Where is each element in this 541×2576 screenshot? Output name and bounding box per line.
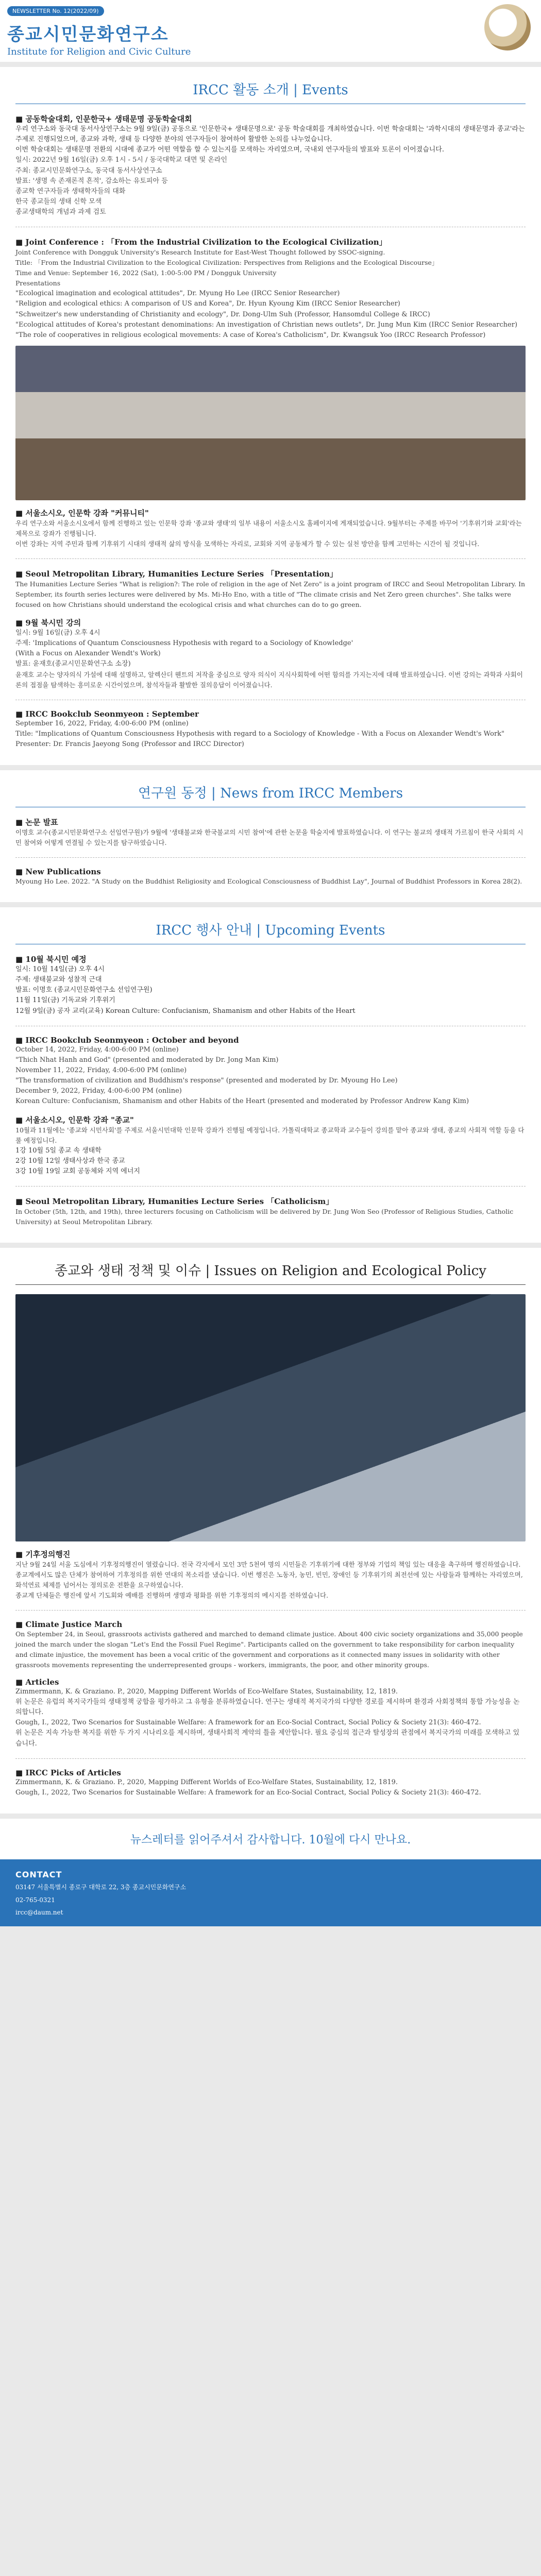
list-item: 일시: 10월 14일(금) 오후 4시	[15, 965, 105, 973]
event2-paragraph-1: 우리 연구소와 서울소시오에서 함께 진행하고 있는 인문학 강좌 '종교와 생태'의 일부 내용이 서울소시오 홈페이지에 게재되었습니다. 9월부터는 주제를 바꾸어 '기후위기와 교회'라는 제목으로 강좌가 진행됩니다.	[15, 519, 522, 537]
event2-paragraph-2: 이번 강좌는 지역 주민과 함께 기후위기 시대의 생태적 삶의 방식을 모색하는 자리로, 교회와 지역 공동체가 할 수 있는 실천 방안을 함께 고민하는 시간이 될 것입니다.	[15, 539, 480, 548]
list-item: 3강 10월 19일 교회 공동체와 지역 에너지	[15, 1167, 140, 1175]
upcoming1-heading: ■ 10월 북시민 예정	[15, 954, 87, 964]
conference-photo	[15, 346, 526, 500]
divider	[15, 1758, 526, 1759]
list-item: 주최: 종교시민문화연구소, 동국대 동서사상연구소	[15, 166, 162, 175]
list-item: Gough, I., 2022, Two Scenarios for Sustainable Welfare: A framework for an Eco-Social Contract, Social Policy & Society 21(3): 460-472.	[15, 1788, 481, 1797]
event1-paragraph-1: 우리 연구소와 동국대 동서사상연구소는 9월 9일(금) 공동으로 '인문한국+ 생태문명으로' 공동 학술대회를 개최하였습니다. 이번 학술대회는 '과학시대의 생태문명과 종교'라는 주제로 진행되었으며, 종교와 과학, 생태 등 다양한 분야의 연구자들이 참여하여 활발한 논의를 나누었습니다.	[15, 125, 525, 144]
event2-en-heading: ■ Seoul Metropolitan Library, Humanities Lecture Series 「Presentation」	[15, 569, 338, 579]
news2-heading: ■ New Publications	[15, 867, 101, 876]
issues4-heading: ■ IRCC Picks of Articles	[15, 1768, 121, 1777]
events-title: IRCC 활동 소개 | Events	[15, 79, 526, 104]
event1-list	[15, 155, 526, 217]
divider	[15, 558, 526, 559]
news-title: 연구원 동정 | News from IRCC Members	[15, 783, 526, 807]
issues-title: 종교와 생태 정책 및 이슈 | Issues on Religion and Ecological Policy	[15, 1260, 526, 1285]
event1-heading: ■ 공동학술대회, 인문한국+ 생태문명 공동학술대회	[15, 114, 192, 124]
list-item: Gough, I., 2022, Two Scenarios for Sustainable Welfare: A framework for an Eco-Social Contract, Social Policy & Society 21(3): 460-472.	[15, 1719, 481, 1727]
issues2-paragraph: On September 24, in Seoul, grassroots activists gathered and marched to demand climate justice. About 400 civic society organizations and 35,000 people joined the march under the slogan "Let's End the Fossil Fuel Regime". Participants called on the government to take responsibility for carbon inequality and climate injustice, the movement has been a vocal critic of the government and corporations as it connected many issues in solidarity with other grassroots movements representing the underrepresented groups - workers, immigrants, the poor, and other minority groups.	[15, 1630, 523, 1669]
event3-list	[15, 628, 526, 670]
upcoming4-heading: ■ Seoul Metropolitan Library, Humanities Lecture Series 「Catholicism」	[15, 1196, 334, 1206]
contact-email[interactable]: ircc@daum.net	[15, 1909, 63, 1917]
list-item: 종교학 연구자들과 생태학자들의 대화	[15, 187, 126, 195]
list-item: Zimmermann, K. & Graziano. P., 2020, Mapping Different Worlds of Eco-Welfare States, Sustainability, 12, 1819.	[15, 1778, 398, 1786]
list-item: (With a Focus on Alexander Wendt's Work)	[15, 650, 161, 658]
list-item: "Ecological attitudes of Korea's protestant denominations: An investigation of Christian news outlets", Dr. Jung Mun Kim (IRCC Senior Researcher)	[15, 320, 518, 329]
list-item: September 16, 2022, Friday, 4:00-6:00 PM (online)	[15, 719, 189, 727]
contact-title: CONTACT	[15, 1870, 62, 1880]
event1-en-presentations-label: Presentations	[15, 279, 61, 287]
news-section	[0, 770, 541, 902]
list-item: "The transformation of civilization and Buddhism's response" (presented and moderated by Dr. Myoung Ho Lee)	[15, 1077, 398, 1085]
list-item: 12월 9일(금) 공자 교리(교육) Korean Culture: Confucianism, Shamanism and other Habits of the Heart	[15, 1007, 356, 1015]
institute-subtitle: Institute for Religion and Civic Culture	[7, 46, 191, 57]
event1-en-list	[15, 289, 526, 341]
issues3-heading: ■ Articles	[15, 1677, 59, 1687]
list-item: November 11, 2022, Friday, 4:00-6:00 PM (online)	[15, 1066, 187, 1074]
list-item: Title: "Implications of Quantum Consciousness Hypothesis with regard to a Sociology of Knowledge - With a Focus on Alexander Wendt's Work"	[15, 730, 505, 738]
list-item: 발표: '생명 속 존재론적 흔적', 감소하는 유토피아 등	[15, 177, 168, 185]
institute-logo-icon	[484, 4, 531, 50]
list-item: 발표: 윤재호(종교시민문화연구소 소장)	[15, 660, 131, 668]
upcoming4-paragraph: In October (5th, 12th, and 19th), three lecturers focusing on Catholicism will be delivered by Dr. Jung Won Seo (Professor of Religious Studies, Catholic University) at Seoul Metropolitan Library.	[15, 1207, 514, 1226]
list-item: 일시: 9월 16일(금) 오후 4시	[15, 629, 100, 637]
list-item: December 9, 2022, Friday, 4:00-6:00 PM (online)	[15, 1087, 182, 1095]
issues1-heading: ■ 기후정의행진	[15, 1549, 71, 1559]
divider	[15, 857, 526, 858]
news1-paragraph: 이명호 교수(종교시민문화연구소 선임연구원)가 9월에 '생태불교와 한국불교의 시민 참여'에 관한 논문을 학술지에 발표하였습니다. 이 연구는 불교의 생태적 가르침이 한국 사회의 시민 참여와 어떻게 연결될 수 있는지를 탐구하였습니다.	[15, 828, 523, 846]
list-item: "The role of cooperatives in religious ecological movements: A case of Korea's Catholicism", Dr. Kwangsuk Yoo (IRCC Research Professor)	[15, 331, 486, 339]
list-item: "Thich Nhat Hanh and God" (presented and moderated by Dr. Jong Man Kim)	[15, 1056, 279, 1064]
upcoming1-list	[15, 964, 526, 1016]
issues1-paragraph: 지난 9월 24일 서울 도심에서 기후정의행진이 열렸습니다. 전국 각지에서 모인 3만 5천여 명의 시민들은 기후위기에 대한 정부와 기업의 책임 있는 대응을 촉구하며 행진하였습니다. 종교계에서도 많은 단체가 참여하여 기후정의를 위한 연대의 목소리를 냈습니다. 이번 행진은 노동자, 농민, 빈민, 장애인 등 기후위기의 최전선에 있는 사람들과 함께하는 자리였으며, 화석연료 체제를 넘어서는 정의로운 전환을 요구하였습니다.	[15, 1560, 523, 1589]
thanks-footer	[0, 1819, 541, 1859]
upcoming-section	[0, 907, 541, 1243]
list-item: 주제: 'Implications of Quantum Consciousness Hypothesis with regard to a Sociology of Knowledge'	[15, 639, 353, 648]
events-section	[0, 67, 541, 765]
issues3-list	[15, 1687, 526, 1749]
issues1-paragraph-2: 종교계 단체들은 행진에 앞서 기도회와 예배를 진행하며 생명과 평화를 위한 기후정의의 메시지를 전하였습니다.	[15, 1591, 329, 1599]
upcoming3-paragraph: 10월과 11월에는 '종교와 시민사회'를 주제로 서울시민대학 인문학 강좌가 진행될 예정입니다. 가톨릭대학교 종교학과 교수들이 강의를 맡아 종교와 생태, 종교의 사회적 역할 등을 다룰 예정입니다.	[15, 1126, 525, 1144]
event1-en-heading: ■ Joint Conference : 「From the Industrial Civilization to the Ecological Civilization」	[15, 238, 387, 247]
list-item: October 14, 2022, Friday, 4:00-6:00 PM (online)	[15, 1045, 179, 1054]
divider	[15, 1610, 526, 1611]
list-item: 1강 10월 5일 종교 속 생태학	[15, 1146, 102, 1155]
news1-heading: ■ 논문 발표	[15, 817, 58, 827]
event3-en-heading: ■ IRCC Bookclub Seonmyeon : September	[15, 709, 199, 719]
upcoming3-list	[15, 1146, 526, 1177]
divider	[15, 1186, 526, 1187]
news2-paragraph: Myoung Ho Lee. 2022. "A Study on the Buddhist Religiosity and Ecological Consciousness of Buddhist Lay", Journal of Buddhist Professors in Korea 28(2).	[15, 877, 522, 885]
upcoming-title: IRCC 행사 안내 | Upcoming Events	[15, 920, 526, 944]
list-item: 위 논문은 지속 가능한 복지를 위한 두 가지 시나리오를 제시하며, 생태사회적 계약의 틀을 제안합니다. 필요 중심의 접근과 탈성장의 관점에서 복지국가의 미래를 모색하고 있습니다.	[15, 1729, 520, 1748]
newsletter-header	[0, 0, 541, 62]
upcoming2-heading: ■ IRCC Bookclub Seonmyeon : October and beyond	[15, 1035, 239, 1045]
upcoming2-list	[15, 1045, 526, 1107]
list-item: 11월 11일(금) 기독교와 기후위기	[15, 996, 115, 1005]
upcoming3-heading: ■ 서울소시오, 인문학 강좌 "종교"	[15, 1115, 134, 1125]
event3-en-list	[15, 719, 526, 750]
list-item: Zimmermann, K. & Graziano. P., 2020, Mapping Different Worlds of Eco-Welfare States, Sustainability, 12, 1819.	[15, 1687, 398, 1696]
list-item: "Schweitzer's new understanding of Christianity and ecology", Dr. Dong-Ulm Suh (Professor, Hansomdul College & IRCC)	[15, 310, 430, 318]
list-item: "Religion and ecological ethics: A comparison of US and Korea", Dr. Hyun Kyoung Kim (IRCC Senior Researcher)	[15, 300, 400, 308]
climate-march-photo	[15, 1294, 526, 1541]
issues-section	[0, 1248, 541, 1814]
newsletter-number: NEWSLETTER No. 12(2022/09)	[7, 6, 104, 16]
list-item: 주제: 생태불교와 성찰적 근대	[15, 976, 102, 984]
event1-paragraph-2: 이번 학술대회는 생태문명 전환의 시대에 종교가 어떤 역할을 할 수 있는지를 모색하는 자리였으며, 국내외 연구자들의 발표와 토론이 이어졌습니다.	[15, 146, 444, 154]
list-item: Korean Culture: Confucianism, Shamanism and other Habits of the Heart (presented and moderated by Professor Andrew Kang Kim)	[15, 1097, 469, 1106]
contact-tel: 02-765-0321	[15, 1896, 55, 1904]
issues2-heading: ■ Climate Justice March	[15, 1619, 123, 1629]
list-item: 발표: 이명호 (종교시민문화연구소 선임연구원)	[15, 986, 153, 994]
thanks-message: 뉴스레터를 읽어주셔서 감사합니다. 10월에 다시 만나요.	[130, 1834, 411, 1847]
list-item: 한국 종교들의 생태 신학 모색	[15, 197, 102, 206]
list-item: 일시: 2022년 9월 16일(금) 오후 1시 - 5시 / 동국대학교 대면 및 온라인	[15, 156, 228, 164]
event1-en-paragraph: Joint Conference with Dongguk University's Research Institute for East-West Thought followed by SSOC-signing.	[15, 248, 385, 257]
list-item: 종교생태학의 개념과 과제 검토	[15, 208, 106, 216]
event2-en-paragraph: The Humanities Lecture Series "What is religion?: The role of religion in the age of Net Zero" is a joint program of IRCC and Seoul Metropolitan Library. In September, its fourth series lectures were delivered by Ms. Mi-Ho Eno, with a title of "The climate crisis and Net Zero green churches". She talks were focused on how Christians should understand the ecological crisis and what churches can do to go green.	[15, 580, 526, 608]
event2-heading: ■ 서울소시오, 인문학 강좌 "커뮤니티"	[15, 508, 149, 518]
list-item: Presenter: Dr. Francis Jaeyong Song (Professor and IRCC Director)	[15, 740, 244, 748]
contact-block	[0, 1859, 541, 1926]
list-item: "Ecological imagination and ecological attitudes", Dr. Myung Ho Lee (IRCC Senior Researcher)	[15, 290, 340, 298]
event3-heading: ■ 9월 북시민 강의	[15, 618, 81, 628]
issues4-list	[15, 1777, 526, 1798]
event3-paragraph: 윤재호 교수는 양자의식 가설에 대해 설명하고, 알렉산더 웬트의 저작을 중심으로 양자 의식이 지식사회학에 어떤 함의를 가지는지에 대해 발표하였습니다. 이번 강의는 과학과 사회이론의 접점을 탐색하는 흥미로운 시간이었으며, 참석자들과 활발한 질의응답이 이어졌습니다.	[15, 670, 523, 689]
event1-en-title: Title: 「From the Industrial Civilization to the Ecological Civilization: Perspectives from Religions and the Ecological Discourse」	[15, 259, 438, 267]
contact-address: 03147 서울특별시 종로구 대학로 22, 3층 종교시민문화연구소	[15, 1884, 187, 1891]
event1-en-time: Time and Venue: September 16, 2022 (Sat), 1:00-5:00 PM / Dongguk University	[15, 269, 277, 277]
list-item: 2강 10월 12일 생태사상과 한국 종교	[15, 1157, 125, 1165]
institute-title: 종교시민문화연구소	[7, 24, 169, 45]
list-item: 위 논문은 유럽의 복지국가들의 생태정책 궁합을 평가하고 그 유형을 분류하였습니다. 연구는 생태적 복지국가의 다양한 경로를 제시하며 환경과 사회정책의 통합 가능성을 논의합니다.	[15, 1698, 520, 1717]
